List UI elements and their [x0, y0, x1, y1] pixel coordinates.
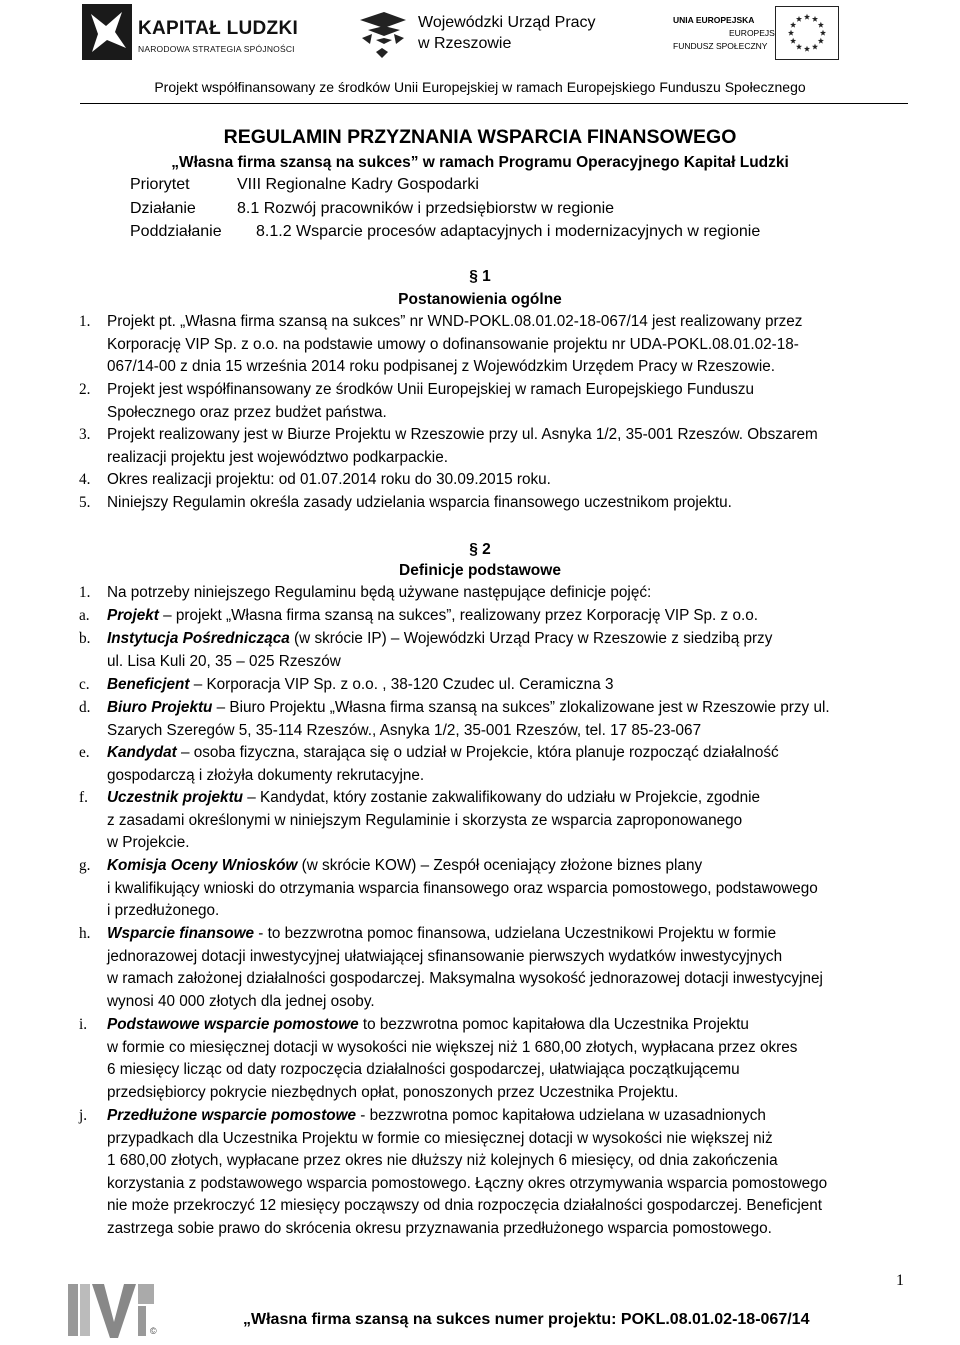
definition-text: 1 680,00 złotych, wypłacane przez okres nie dłuższy niż kolejnych 6 miesięcy, od dnia zakończenia [107, 1152, 778, 1169]
eu-star-icon [796, 44, 802, 50]
definition-term: Projekt [107, 607, 159, 624]
definition-term: Przedłużone wsparcie pomostowe [107, 1107, 357, 1124]
list-line: 067/14-00 z dnia 15 września 2014 roku podpisanej z Wojewódzkim Urzędem Pracy w Rzeszowie. [107, 358, 776, 375]
eu-name: UNIA EUROPEJSKA [673, 15, 755, 25]
definition-text: w Projekcie. [107, 834, 190, 851]
eu-star-icon [804, 46, 810, 52]
efs-name-line2: FUNDUSZ SPOŁECZNY [673, 41, 768, 51]
definition-item [79, 1105, 908, 1240]
eu-star-icon [818, 38, 824, 44]
eu-star-icon [818, 22, 824, 28]
vip-logo [66, 1282, 158, 1340]
list-line: Okres realizacji projektu: od 01.07.2014 roku do 30.09.2015 roku. [107, 471, 551, 488]
meta-key: Działanie [130, 200, 196, 217]
kapital-ludzki-emblem-icon [82, 4, 132, 60]
eu-efs-logo [673, 6, 883, 62]
list-marker: 5. [79, 494, 91, 511]
list-marker: a. [79, 607, 90, 624]
definition-item [79, 605, 908, 628]
definition-item [79, 674, 908, 697]
definition-term: Biuro Projektu [107, 699, 213, 716]
list-marker: 2. [79, 381, 91, 398]
list-line: Projekt jest współfinansowany ze środków Unii Europejskiej w ramach Europejskiego Funduszu [107, 381, 755, 398]
definition-item [79, 697, 908, 742]
list-item [79, 379, 908, 424]
definition-term: Komisja Oceny Wniosków [107, 857, 298, 874]
definition-text: – Biuro Projektu „Własna firma szansą na sukces” zlokalizowane jest w Rzeszowie przy ul. [212, 699, 830, 716]
definition-term: Instytucja Pośrednicząca [107, 630, 290, 647]
definition-text: Szarych Szeregów 5, 35-114 Rzeszów., Asnyka 1/2, 35-001 Rzeszów, tel. 17 85-23-067 [107, 721, 702, 739]
meta-key: Priorytet [130, 176, 190, 193]
footer-project-number: „Własna firma szansą na sukces numer projektu: POKL.08.01.02-18-067/14 [243, 1311, 810, 1328]
definition-text: gospodarczą i złożyła dokumenty rekrutacyjne. [107, 766, 425, 784]
list-item [79, 582, 908, 605]
definition-item [79, 787, 908, 855]
definition-item [79, 628, 908, 673]
wup-emblem-icon [358, 8, 408, 60]
list-marker: i. [79, 1016, 88, 1033]
wup-rzeszow-logo [358, 4, 598, 64]
list-line: realizacji projektu jest województwo podkarpackie. [107, 448, 448, 466]
definition-text: z zasadami określonymi w niniejszym Regulaminie i skorzysta ze wsparcia zaproponowanego [107, 811, 743, 829]
list-marker: 1. [79, 313, 91, 330]
list-item [79, 492, 908, 515]
definition-text: – Kandydat, który zostanie zakwalifikowany do udziału w Projekcie, zgodnie [243, 789, 760, 806]
definition-text: 6 miesięcy licząc od daty rozpoczęcia działalności gospodarczej, ułatwiająca początkującemu [107, 1061, 740, 1078]
definition-text: przedsiębiorcy pokrycie niezbędnych opłat, ponoszonych przez Uczestnika Projektu. [107, 1083, 679, 1101]
kapital-ludzki-logo [82, 4, 297, 64]
copyright-mark: © [150, 1326, 157, 1336]
section-1-number: § 1 [469, 268, 491, 285]
list-line: Korporację VIP Sp. z o.o. na podstawie umowy o dofinansowanie projektu nr UDA-POKL.08.01.02-18- [107, 335, 799, 353]
eu-star-icon [804, 14, 810, 20]
list-line: Społecznego oraz przez budżet państwa. [107, 403, 387, 421]
list-marker: 3. [79, 426, 91, 443]
definition-item [79, 855, 908, 923]
kapital-ludzki-tagline: NARODOWA STRATEGIA SPÓJNOŚCI [138, 44, 295, 54]
definition-text: to bezzwrotna pomoc kapitałowa dla Uczestnika Projektu [358, 1016, 749, 1033]
list-marker: f. [79, 789, 88, 806]
list-line: Niniejszy Regulamin określa zasady udzielania wsparcia finansowego uczestnikom projektu. [107, 494, 732, 511]
section-1-title: Postanowienia ogólne [398, 291, 562, 308]
eu-star-icon [812, 16, 818, 22]
definition-item [79, 742, 908, 787]
wup-name-line2: w Rzeszowie [418, 35, 512, 52]
definition-text: - bezzwrotna pomoc kapitałowa udzielana w uzasadnionych [356, 1107, 766, 1124]
wup-name-line1: Wojewódzki Urząd Pracy [418, 14, 596, 31]
list-marker: c. [79, 676, 90, 693]
definition-text: przypadkach dla Uczestnika Projektu w formie co miesięcznej dotacji w wysokości nie większej niż [107, 1129, 773, 1147]
eu-star-icon [796, 16, 802, 22]
kapital-ludzki-name: KAPITAŁ LUDZKI [138, 18, 299, 39]
document-subtitle: „Własna firma szansą na sukces” w ramach Programu Operacyjnego Kapitał Ludzki [171, 154, 789, 171]
document-title: REGULAMIN PRZYZNANIA WSPARCIA FINANSOWEGO [223, 126, 737, 148]
list-line: Projekt realizowany jest w Biurze Projektu w Rzeszowie przy ul. Asnyka 1/2, 35-001 Rzeszów. Obszarem [107, 426, 818, 443]
vip-logo-icon [66, 1282, 158, 1340]
meta-action [130, 200, 615, 218]
definition-term: Kandydat [107, 744, 177, 761]
definition-text: wynosi 40 000 złotych dla jednej osoby. [107, 992, 375, 1010]
list-line: Projekt pt. „Własna firma szansą na sukces” nr WND-POKL.08.01.02-18-067/14 jest realizowany przez [107, 313, 803, 330]
definition-text: zastrzega sobie prawo do skrócenia okresu przyznawania przedłużonego wsparcia pomostowego. [107, 1219, 772, 1237]
list-marker: b. [79, 630, 91, 647]
meta-key: Poddziałanie [130, 223, 222, 240]
definition-term: Wsparcie finansowe [107, 925, 255, 942]
eu-star-icon [790, 22, 796, 28]
definition-term: Beneficjent [107, 676, 190, 693]
header-divider [80, 103, 908, 104]
definition-text: w formie co miesięcznej dotacji w wysokości nie większej niż 1 680,00 złotych, wypłacana przez okres [107, 1038, 798, 1056]
eu-star-icon [788, 30, 794, 36]
definition-text: w ramach założonej działalności gospodarczej. Maksymalna wysokość jednorazowej dotacji inwestycyjnej [107, 970, 823, 987]
list-item [79, 424, 908, 469]
eu-flag-icon [775, 6, 839, 60]
section-2-number: § 2 [469, 541, 491, 558]
list-item [79, 469, 908, 492]
section-2-title: Definicje podstawowe [399, 562, 561, 579]
definition-text: nie może przekroczyć 12 miesięcy począwszy od dnia rozpoczęcia działalności gospodarczej. Beneficjent [107, 1197, 823, 1214]
efs-name-line1: EUROPEJSKI [729, 28, 783, 38]
definition-text: i przedłużonego. [107, 902, 220, 919]
definition-term: Uczestnik projektu [107, 789, 244, 806]
meta-value: VIII Regionalne Kadry Gospodarki [237, 176, 479, 193]
definition-text: – projekt „Własna firma szansą na sukces”, realizowany przez Korporację VIP Sp. z o.o. [158, 607, 758, 624]
list-marker: e. [79, 744, 90, 761]
list-line: Na potrzeby niniejszego Regulaminu będą używane następujące definicje pojęć: [107, 584, 652, 601]
list-marker: d. [79, 699, 91, 716]
definition-text: – osoba fizyczna, starająca się o udział w Projekcie, która planuje rozpocząć działalność [176, 744, 779, 761]
definition-item [79, 1014, 908, 1104]
eu-star-icon [790, 38, 796, 44]
definition-text: (w skrócie KOW) – Zespół oceniający złożone biznes plany [297, 857, 703, 874]
definition-text: i kwalifikujący wnioski do otrzymania wsparcia finansowego oraz wsparcia pomostowego, podstawowego [107, 879, 818, 897]
page-number: 1 [896, 1272, 904, 1289]
meta-value: 8.1 Rozwój pracowników i przedsiębiorstw w regionie [237, 200, 615, 217]
definition-term: Podstawowe wsparcie pomostowe [107, 1016, 359, 1033]
meta-value: 8.1.2 Wsparcie procesów adaptacyjnych i modernizacyjnych w regionie [256, 223, 761, 240]
meta-subaction [130, 223, 761, 241]
list-marker: h. [79, 925, 91, 942]
definition-text: korzystania z podstawowego wsparcia pomostowego. Łączny okres otrzymywania wsparcia pomostowego [107, 1174, 828, 1192]
eu-star-icon [820, 30, 826, 36]
list-marker: j. [79, 1107, 88, 1124]
definition-text: - to bezzwrotna pomoc finansowa, udzielana Uczestnikowi Projektu w formie [254, 925, 777, 942]
definition-text: – Korporacja VIP Sp. z o.o. , 38-120 Czudec ul. Ceramiczna 3 [189, 676, 614, 693]
definition-item [79, 923, 908, 1013]
list-marker: 1. [79, 584, 91, 601]
eu-star-icon [812, 44, 818, 50]
definition-text: jednorazowej dotacji inwestycyjnej ułatwiającej sfinansowanie pierwszych wydatków inwestycyjnych [107, 947, 783, 965]
definition-text: (w skrócie IP) – Wojewódzki Urząd Pracy w Rzeszowie z siedzibą przy [289, 630, 773, 647]
definition-text: ul. Lisa Kuli 20, 35 – 025 Rzeszów [107, 652, 341, 670]
list-marker: g. [79, 857, 91, 874]
list-marker: 4. [79, 471, 91, 488]
list-item [79, 311, 908, 379]
cofunding-statement: Projekt współfinansowany ze środków Unii Europejskiej w ramach Europejskiego Funduszu Społecznego [154, 79, 806, 95]
meta-priority [130, 176, 479, 194]
